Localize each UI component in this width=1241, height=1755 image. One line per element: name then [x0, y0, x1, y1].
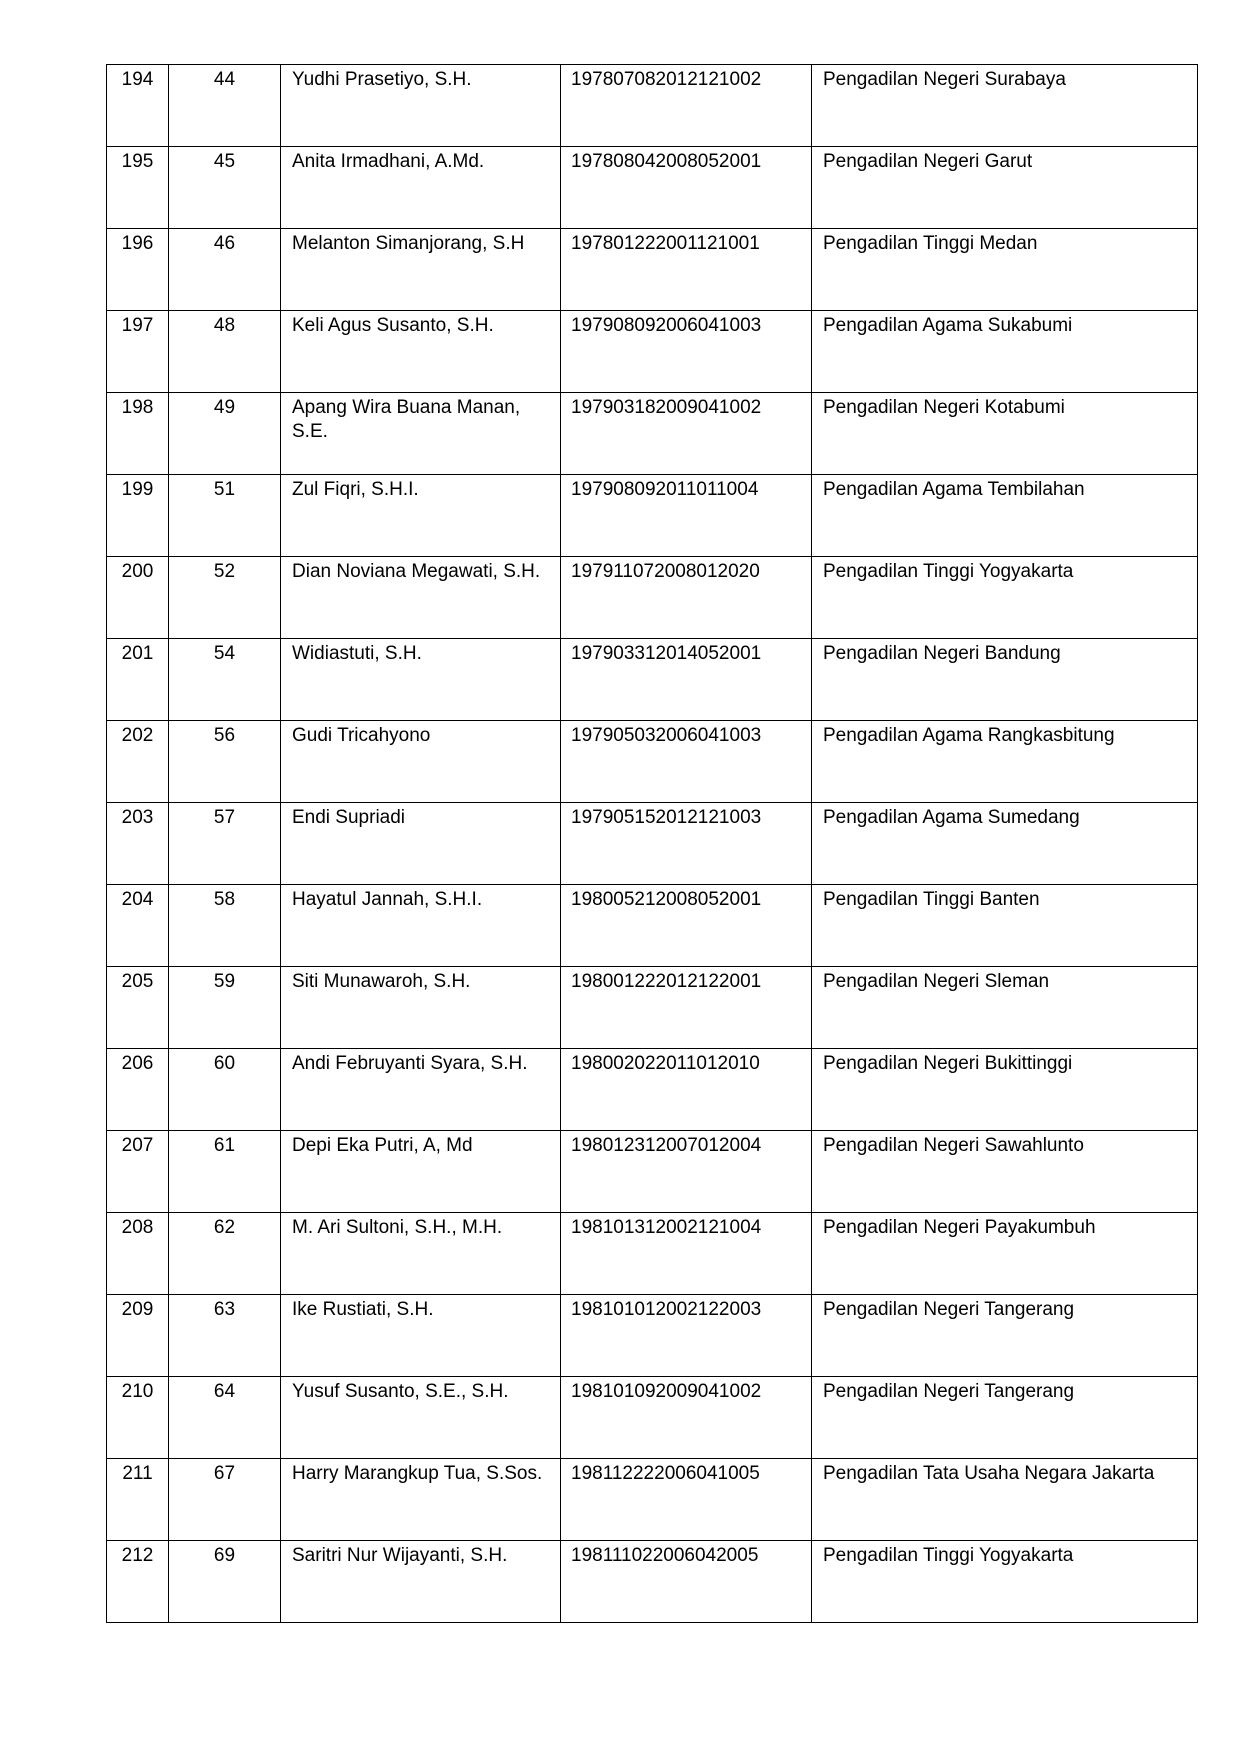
row-number: 211 — [107, 1459, 169, 1541]
sub-number: 52 — [169, 557, 281, 639]
court-name: Pengadilan Tinggi Banten — [812, 885, 1198, 967]
employee-nip: 197908092006041003 — [561, 311, 812, 393]
sub-number: 44 — [169, 65, 281, 147]
employee-nip: 198101312002121004 — [561, 1213, 812, 1295]
court-name: Pengadilan Tata Usaha Negara Jakarta — [812, 1459, 1198, 1541]
employee-name: Harry Marangkup Tua, S.Sos. — [281, 1459, 561, 1541]
employee-name: Andi Februyanti Syara, S.H. — [281, 1049, 561, 1131]
court-name: Pengadilan Tinggi Yogyakarta — [812, 1541, 1198, 1623]
court-name: Pengadilan Negeri Payakumbuh — [812, 1213, 1198, 1295]
table-row — [107, 229, 1198, 311]
sub-number: 48 — [169, 311, 281, 393]
row-number: 195 — [107, 147, 169, 229]
court-name: Pengadilan Tinggi Medan — [812, 229, 1198, 311]
table-row — [107, 65, 1198, 147]
sub-number: 61 — [169, 1131, 281, 1213]
employee-nip: 197911072008012020 — [561, 557, 812, 639]
row-number: 205 — [107, 967, 169, 1049]
employee-name: Anita Irmadhani, A.Md. — [281, 147, 561, 229]
row-number: 208 — [107, 1213, 169, 1295]
employee-nip: 198002022011012010 — [561, 1049, 812, 1131]
row-number: 210 — [107, 1377, 169, 1459]
court-name: Pengadilan Negeri Surabaya — [812, 65, 1198, 147]
court-name: Pengadilan Tinggi Yogyakarta — [812, 557, 1198, 639]
table-row — [107, 1459, 1198, 1541]
employee-name: Zul Fiqri, S.H.I. — [281, 475, 561, 557]
employee-name: Saritri Nur Wijayanti, S.H. — [281, 1541, 561, 1623]
employee-nip: 197905032006041003 — [561, 721, 812, 803]
sub-number: 69 — [169, 1541, 281, 1623]
table-row — [107, 1295, 1198, 1377]
row-number: 198 — [107, 393, 169, 475]
sub-number: 51 — [169, 475, 281, 557]
table-row — [107, 557, 1198, 639]
sub-number: 57 — [169, 803, 281, 885]
employee-name: M. Ari Sultoni, S.H., M.H. — [281, 1213, 561, 1295]
court-name: Pengadilan Negeri Tangerang — [812, 1377, 1198, 1459]
employee-nip: 197908092011011004 — [561, 475, 812, 557]
court-name: Pengadilan Negeri Tangerang — [812, 1295, 1198, 1377]
table-row — [107, 1131, 1198, 1213]
row-number: 199 — [107, 475, 169, 557]
court-name: Pengadilan Negeri Garut — [812, 147, 1198, 229]
court-name: Pengadilan Negeri Bukittinggi — [812, 1049, 1198, 1131]
sub-number: 56 — [169, 721, 281, 803]
table-row — [107, 639, 1198, 721]
employee-name: Depi Eka Putri, A, Md — [281, 1131, 561, 1213]
sub-number: 46 — [169, 229, 281, 311]
sub-number: 67 — [169, 1459, 281, 1541]
employee-nip: 197903182009041002 — [561, 393, 812, 475]
row-number: 203 — [107, 803, 169, 885]
employee-nip: 198005212008052001 — [561, 885, 812, 967]
employee-nip: 197808042008052001 — [561, 147, 812, 229]
employee-name: Endi Supriadi — [281, 803, 561, 885]
table-row — [107, 147, 1198, 229]
table-row — [107, 475, 1198, 557]
sub-number: 63 — [169, 1295, 281, 1377]
employee-name: Yusuf Susanto, S.E., S.H. — [281, 1377, 561, 1459]
court-name: Pengadilan Negeri Bandung — [812, 639, 1198, 721]
table-row — [107, 1377, 1198, 1459]
employee-name: Dian Noviana Megawati, S.H. — [281, 557, 561, 639]
employee-nip: 197807082012121002 — [561, 65, 812, 147]
row-number: 196 — [107, 229, 169, 311]
employee-nip: 197801222001121001 — [561, 229, 812, 311]
row-number: 212 — [107, 1541, 169, 1623]
table-row — [107, 803, 1198, 885]
employee-name: Siti Munawaroh, S.H. — [281, 967, 561, 1049]
employee-name: Widiastuti, S.H. — [281, 639, 561, 721]
row-number: 202 — [107, 721, 169, 803]
sub-number: 49 — [169, 393, 281, 475]
employee-nip: 198012312007012004 — [561, 1131, 812, 1213]
row-number: 200 — [107, 557, 169, 639]
row-number: 204 — [107, 885, 169, 967]
court-name: Pengadilan Agama Sumedang — [812, 803, 1198, 885]
sub-number: 62 — [169, 1213, 281, 1295]
employee-nip: 197903312014052001 — [561, 639, 812, 721]
employee-name: Melanton Simanjorang, S.H — [281, 229, 561, 311]
court-name: Pengadilan Negeri Sawahlunto — [812, 1131, 1198, 1213]
table-row — [107, 1213, 1198, 1295]
row-number: 197 — [107, 311, 169, 393]
row-number: 201 — [107, 639, 169, 721]
sub-number: 58 — [169, 885, 281, 967]
court-name: Pengadilan Agama Sukabumi — [812, 311, 1198, 393]
employee-nip: 198101012002122003 — [561, 1295, 812, 1377]
table-row — [107, 967, 1198, 1049]
row-number: 206 — [107, 1049, 169, 1131]
employee-nip: 198001222012122001 — [561, 967, 812, 1049]
employee-name: Keli Agus Susanto, S.H. — [281, 311, 561, 393]
employee-name: Apang Wira Buana Manan, S.E. — [281, 393, 561, 475]
employee-table-body — [107, 65, 1198, 1623]
court-name: Pengadilan Negeri Sleman — [812, 967, 1198, 1049]
court-name: Pengadilan Negeri Kotabumi — [812, 393, 1198, 475]
employee-nip: 198112222006041005 — [561, 1459, 812, 1541]
employee-name: Gudi Tricahyono — [281, 721, 561, 803]
table-row — [107, 393, 1198, 475]
employee-table — [106, 64, 1198, 1623]
sub-number: 60 — [169, 1049, 281, 1131]
table-row — [107, 311, 1198, 393]
employee-nip: 198101092009041002 — [561, 1377, 812, 1459]
sub-number: 59 — [169, 967, 281, 1049]
row-number: 207 — [107, 1131, 169, 1213]
employee-name: Yudhi Prasetiyo, S.H. — [281, 65, 561, 147]
sub-number: 45 — [169, 147, 281, 229]
table-row — [107, 1541, 1198, 1623]
employee-name: Hayatul Jannah, S.H.I. — [281, 885, 561, 967]
table-row — [107, 885, 1198, 967]
court-name: Pengadilan Agama Tembilahan — [812, 475, 1198, 557]
court-name: Pengadilan Agama Rangkasbitung — [812, 721, 1198, 803]
table-row — [107, 721, 1198, 803]
row-number: 194 — [107, 65, 169, 147]
employee-nip: 198111022006042005 — [561, 1541, 812, 1623]
row-number: 209 — [107, 1295, 169, 1377]
table-row — [107, 1049, 1198, 1131]
employee-nip: 197905152012121003 — [561, 803, 812, 885]
employee-name: Ike Rustiati, S.H. — [281, 1295, 561, 1377]
sub-number: 54 — [169, 639, 281, 721]
sub-number: 64 — [169, 1377, 281, 1459]
